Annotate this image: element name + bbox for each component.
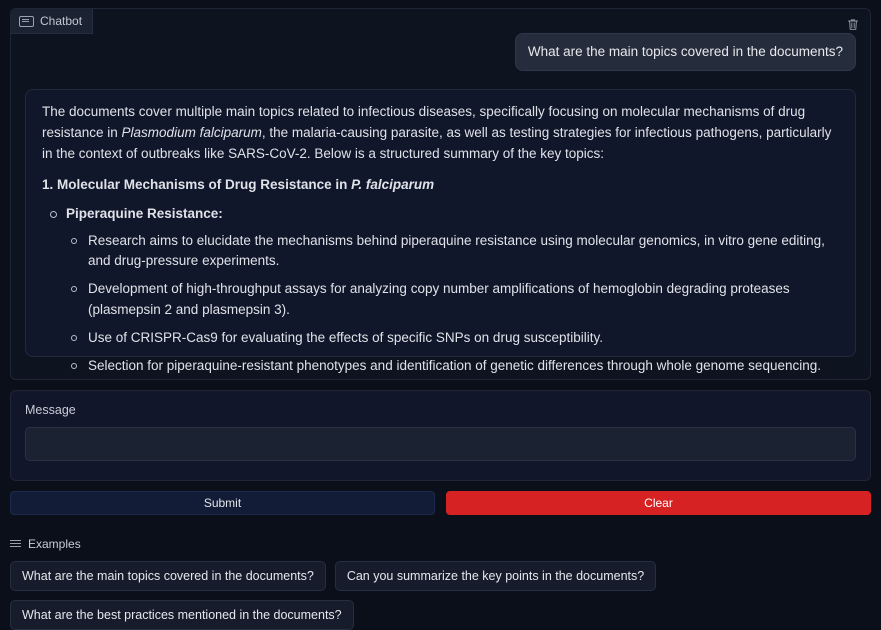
chatbot-label-text: Chatbot <box>40 14 83 28</box>
example-chip-3[interactable]: What are the best practices mentioned in the documents? <box>10 600 354 630</box>
message-input-group <box>10 390 871 481</box>
submit-button[interactable]: Submit <box>10 491 435 515</box>
list-item: Selection for piperaquine-resistant phenotypes and identification of genetic differences through whole genome sequencing. <box>66 356 839 376</box>
clear-conversation-button[interactable] <box>842 13 864 35</box>
list-item <box>46 204 839 376</box>
list-item: Development of high-throughput assays for analyzing copy number amplifications of hemoglobin degrading proteases (plasmepsin 2 and plasmepsin 3). <box>66 279 839 320</box>
assistant-subtopic-list <box>66 231 839 377</box>
clear-button[interactable]: Clear <box>446 491 871 515</box>
chatbot-panel-label <box>11 9 93 34</box>
example-chip-1[interactable]: What are the main topics covered in the documents? <box>10 561 326 591</box>
assistant-topic-list <box>46 204 839 376</box>
assistant-intro-paragraph <box>42 102 839 165</box>
list-icon <box>10 540 21 548</box>
examples-list <box>10 561 871 630</box>
heading-text: 1. Molecular Mechanisms of Drug Resistance in <box>42 176 352 192</box>
intro-text-part1: The documents cover multiple main topics related to infectious diseases, specifically focusing on molecular mechanisms of drug resistance in <box>42 104 806 141</box>
chatbot-panel <box>10 8 871 380</box>
list-item: Research aims to elucidate the mechanisms behind piperaquine resistance using molecular genomics, in vitro gene editing, and drug-pressure experiments. <box>66 231 839 272</box>
intro-text-part2: , the malaria-causing parasite, as well as testing strategies for infectious pathogens, particularly in the context of outbreaks like SARS-CoV-2. Below is a structured summary of the key topics: <box>42 125 832 162</box>
topic-title: Piperaquine Resistance: <box>66 205 223 221</box>
examples-title: Examples <box>28 537 81 551</box>
message-list <box>11 9 870 379</box>
user-message-text: What are the main topics covered in the documents? <box>527 44 843 59</box>
assistant-section-heading <box>42 175 839 196</box>
message-input-label: Message <box>25 403 76 417</box>
examples-header <box>10 537 871 551</box>
example-chip-2[interactable]: Can you summarize the key points in the documents? <box>335 561 656 591</box>
chat-bubble-icon <box>19 16 34 27</box>
action-button-row <box>10 491 871 515</box>
intro-italic-species: Plasmodium falciparum <box>121 125 262 141</box>
message-input[interactable] <box>25 427 856 461</box>
heading-italic-species: P. falciparum <box>351 176 435 192</box>
trash-icon <box>847 18 859 31</box>
user-message-bubble <box>515 33 856 71</box>
assistant-message-bubble <box>25 89 856 374</box>
list-item: Use of CRISPR-Cas9 for evaluating the effects of specific SNPs on drug susceptibility. <box>66 328 839 348</box>
